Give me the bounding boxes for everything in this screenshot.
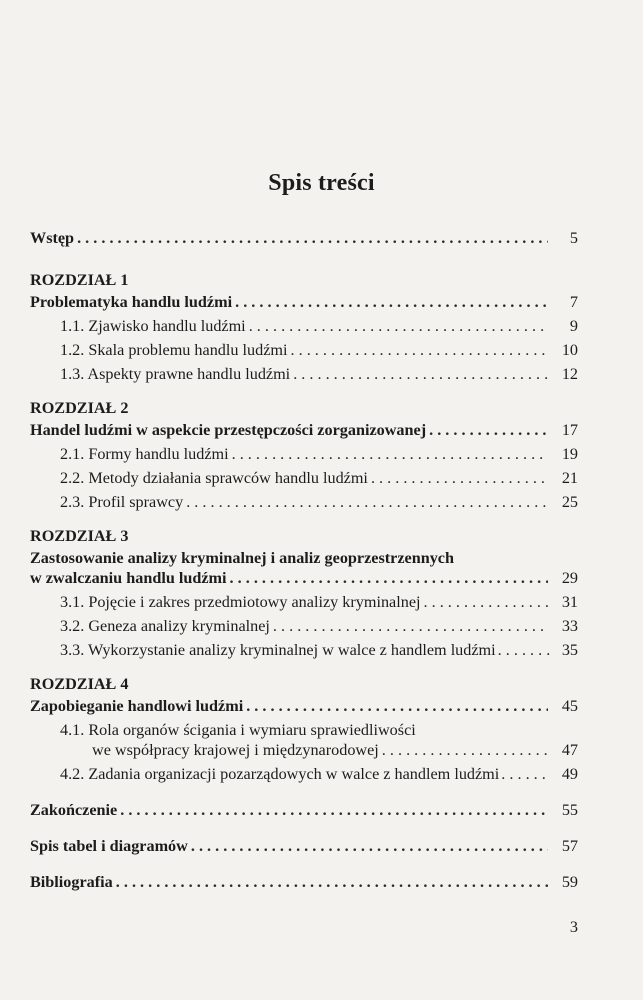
- dot-leader: [498, 640, 550, 660]
- toc-page: 49: [561, 765, 578, 783]
- toc-page: 25: [561, 493, 578, 511]
- chapter-heading-2: ROZDZIAŁ 2: [30, 399, 129, 417]
- toc-label: Spis tabel i diagramów: [30, 837, 188, 855]
- dot-leader: [273, 616, 548, 636]
- toc-entry-conclusion: [30, 800, 578, 824]
- toc-entry-chapter-4: [30, 696, 578, 720]
- toc-label: 1.1. Zjawisko handlu ludźmi: [60, 317, 246, 335]
- toc-label: Problematyka handlu ludźmi: [30, 293, 233, 311]
- toc-entry-2-2: [30, 468, 578, 492]
- dot-leader: [424, 592, 548, 612]
- toc-page: 9: [569, 317, 578, 335]
- table-of-contents: [30, 228, 578, 896]
- dot-leader: [232, 444, 548, 464]
- toc-page: 33: [561, 617, 578, 635]
- toc-page: 35: [561, 641, 578, 659]
- toc-page: 47: [561, 741, 578, 759]
- toc-entry-4-2: [30, 764, 578, 788]
- toc-label: Wstęp: [30, 229, 75, 247]
- dot-leader: [186, 492, 548, 512]
- chapter-heading-4: ROZDZIAŁ 4: [30, 675, 129, 693]
- toc-page: 57: [561, 837, 578, 855]
- toc-label: 1.3. Aspekty prawne handlu ludźmi: [60, 365, 291, 383]
- dot-leader: [116, 872, 548, 892]
- toc-page: 21: [561, 469, 578, 487]
- toc-entry-3-3: [30, 640, 578, 664]
- toc-entry-1-3: [30, 364, 578, 388]
- toc-entry-4-1: [30, 740, 578, 764]
- page-number: 3: [569, 918, 578, 936]
- dot-leader: [235, 292, 548, 312]
- toc-label: 2.2. Metody działania sprawców handlu ludźmi: [60, 469, 368, 487]
- chapter-heading-3: ROZDZIAŁ 3: [30, 527, 129, 545]
- toc-label: 2.3. Profil sprawcy: [60, 493, 184, 511]
- toc-label: 1.2. Skala problemu handlu ludźmi: [60, 341, 288, 359]
- page-title: Spis treści: [268, 170, 375, 196]
- toc-page: 5: [569, 229, 578, 247]
- toc-entry-bibliography: [30, 872, 578, 896]
- toc-entry-chapter-3-line1: Zastosowanie analizy kryminalnej i analiz geoprzestrzennych: [30, 549, 454, 567]
- dot-leader: [501, 764, 550, 784]
- dot-leader: [429, 420, 548, 440]
- dot-leader: [230, 568, 548, 588]
- toc-page: 29: [561, 569, 578, 587]
- toc-label: 2.1. Formy handlu ludźmi: [60, 445, 229, 463]
- toc-label: Handel ludźmi w aspekcie przestępczości zorganizowanej: [30, 421, 427, 439]
- toc-page: 12: [561, 365, 578, 383]
- dot-leader: [120, 800, 548, 820]
- toc-page: 7: [569, 293, 578, 311]
- toc-label: Bibliografia: [30, 873, 113, 891]
- toc-entry-2-1: [30, 444, 578, 468]
- dot-leader: [371, 468, 548, 488]
- toc-entry-1-1: [30, 316, 578, 340]
- toc-entry-chapter-2: [30, 420, 578, 444]
- toc-entry-intro: [30, 228, 578, 252]
- dot-leader: [293, 364, 548, 384]
- dot-leader: [249, 316, 548, 336]
- dot-leader: [382, 740, 548, 760]
- dot-leader: [291, 340, 549, 360]
- toc-label: Zapobieganie handlowi ludźmi: [30, 697, 244, 715]
- toc-page: 31: [561, 593, 578, 611]
- chapter-heading-1: ROZDZIAŁ 1: [30, 271, 129, 289]
- toc-page: 10: [561, 341, 578, 359]
- toc-page: 55: [561, 801, 578, 819]
- dot-leader: [246, 696, 548, 716]
- toc-entry-3-2: [30, 616, 578, 640]
- toc-entry-1-2: [30, 340, 578, 364]
- toc-label: w zwalczaniu handlu ludźmi: [30, 569, 227, 587]
- toc-page: 17: [561, 421, 578, 439]
- toc-label: Zakończenie: [30, 801, 118, 819]
- toc-label: 3.2. Geneza analizy kryminalnej: [60, 617, 270, 635]
- toc-entry-3-1: [30, 592, 578, 616]
- toc-entry-2-3: [30, 492, 578, 516]
- toc-page: 59: [561, 873, 578, 891]
- dot-leader: [77, 228, 548, 248]
- toc-entry-4-1-line1: 4.1. Rola organów ścigania i wymiaru sprawiedliwości: [60, 721, 416, 739]
- toc-entry-chapter-1: [30, 292, 578, 316]
- toc-label: we współpracy krajowej i międzynarodowej: [92, 741, 379, 759]
- toc-page: 45: [561, 697, 578, 715]
- toc-label: 4.2. Zadania organizacji pozarządowych w walce z handlem ludźmi: [60, 765, 500, 783]
- toc-entry-tables: [30, 836, 578, 860]
- toc-label: 3.1. Pojęcie i zakres przedmiotowy analizy kryminalnej: [60, 593, 421, 611]
- toc-page: 19: [561, 445, 578, 463]
- dot-leader: [191, 836, 548, 856]
- toc-label: 3.3. Wykorzystanie analizy kryminalnej w walce z handlem ludźmi: [60, 641, 496, 659]
- toc-entry-chapter-3: [30, 568, 578, 592]
